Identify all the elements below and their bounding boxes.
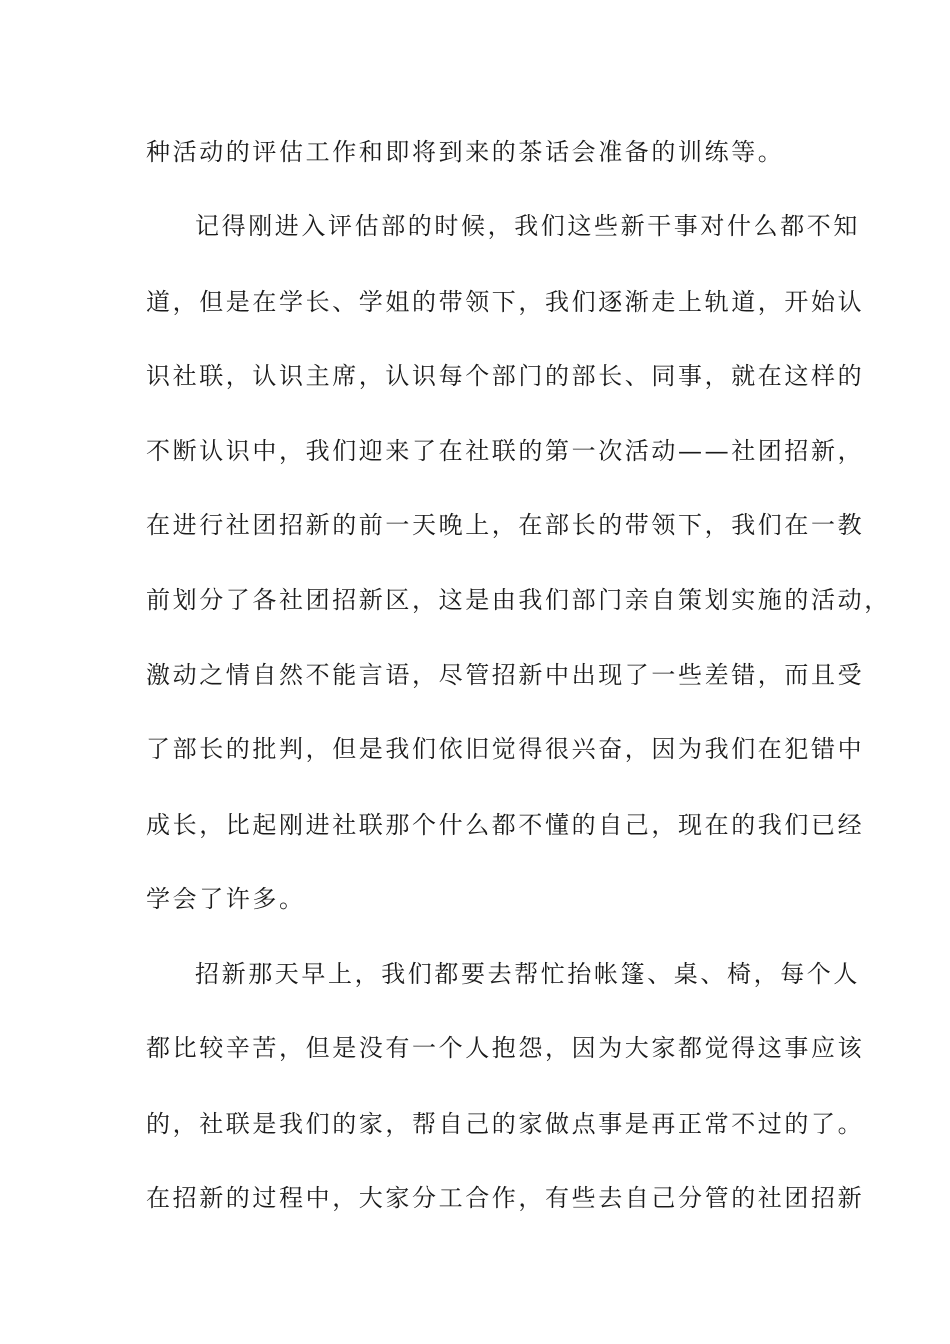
- text-line-2: 记得刚进入评估部的时候，我们这些新干事对什么都不知: [195, 212, 860, 240]
- text-line-13: 都比较辛苦，但是没有一个人抱怨，因为大家都觉得这事应该: [146, 1034, 865, 1062]
- text-line-9: 了部长的批判，但是我们依旧觉得很兴奋，因为我们在犯错中: [146, 735, 865, 763]
- text-line-5: 不断认识中，我们迎来了在社联的第一次活动——社团招新，: [146, 437, 865, 465]
- text-line-4: 识社联，认识主席，认识每个部门的部长、同事，就在这样的: [146, 362, 865, 390]
- text-line-15: 在招新的过程中，大家分工合作，有些去自己分管的社团招新: [146, 1184, 865, 1212]
- text-line-8: 激动之情自然不能言语，尽管招新中出现了一些差错，而且受: [146, 661, 865, 689]
- text-line-7: 前划分了各社团招新区，这是由我们部门亲自策划实施的活动，: [146, 586, 891, 614]
- text-line-14: 的，社联是我们的家，帮自己的家做点事是再正常不过的了。: [146, 1110, 865, 1138]
- text-line-3: 道，但是在学长、学姐的带领下，我们逐渐走上轨道，开始认: [146, 288, 865, 316]
- text-line-1: 种活动的评估工作和即将到来的茶话会准备的训练等。: [146, 138, 785, 166]
- text-line-12: 招新那天早上，我们都要去帮忙抬帐篷、桌、椅，每个人: [195, 960, 860, 988]
- text-line-6: 在进行社团招新的前一天晚上，在部长的带领下，我们在一教: [146, 511, 865, 539]
- text-line-11: 学会了许多。: [146, 885, 306, 913]
- text-line-10: 成长，比起刚进社联那个什么都不懂的自己，现在的我们已经: [146, 811, 865, 839]
